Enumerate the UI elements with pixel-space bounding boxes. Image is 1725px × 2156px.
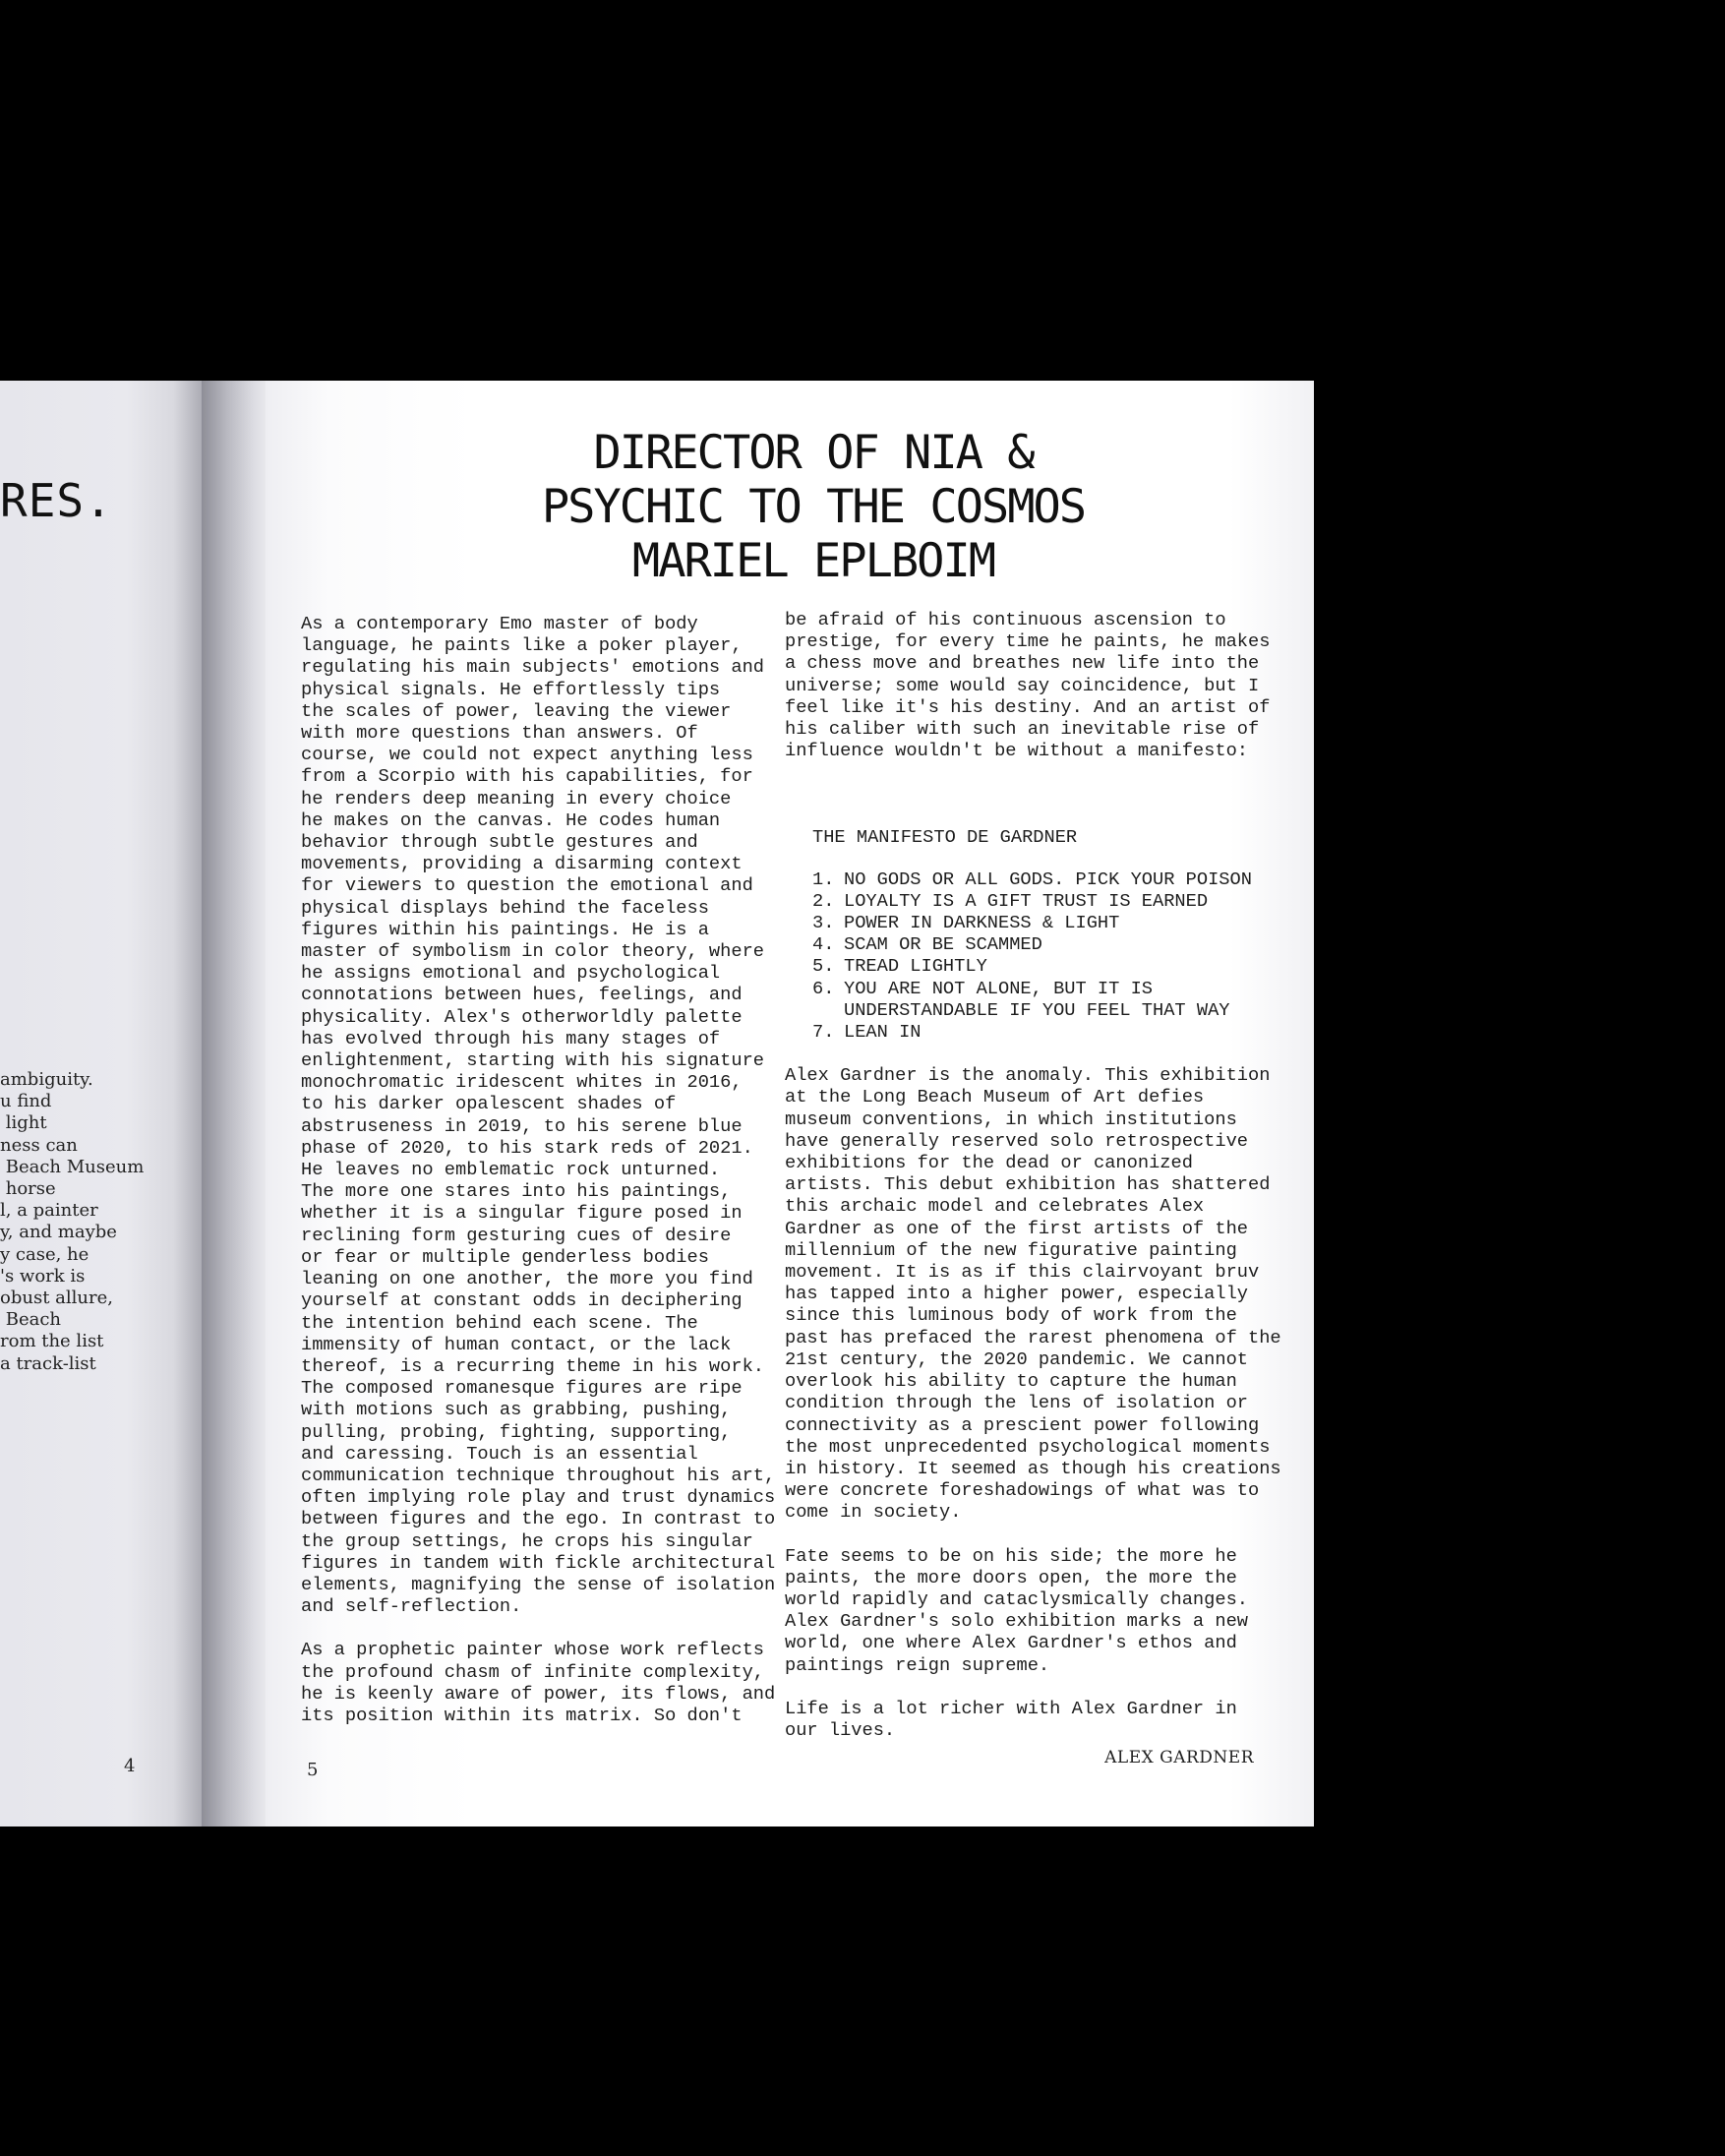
paragraph <box>785 1698 1281 1741</box>
text-line: Gardner as one of the first artists of the <box>785 1217 1249 1239</box>
title-line: DIRECTOR OF NIA & <box>593 426 1034 480</box>
text-line: movement. It is as if this clairvoyant bruv <box>785 1261 1260 1284</box>
manifesto-item <box>812 890 1281 912</box>
text-line: paints, the more doors open, the more the <box>785 1566 1237 1588</box>
running-head: ALEX GARDNER <box>1104 1748 1254 1767</box>
text-line: Beach <box>0 1309 62 1331</box>
text-line: monochromatic iridescent whites in 2016, <box>301 1071 743 1094</box>
text-line: yourself at constant odds in deciphering <box>301 1289 743 1312</box>
title-line: MARIEL EPLBOIM <box>631 534 995 588</box>
text-line: millennium of the new figurative painting <box>785 1238 1237 1261</box>
text-line: has tapped into a higher power, especially <box>785 1283 1249 1305</box>
text-line: immensity of human contact, or the lack <box>301 1333 732 1355</box>
text-line: to his darker opalescent shades of <box>301 1093 677 1115</box>
text-line: communication technique throughout his art, <box>301 1464 776 1486</box>
text-line: The composed romanesque figures are ripe <box>301 1377 743 1400</box>
left-page-text <box>0 1069 144 1375</box>
text-line: master of symbolism in color theory, where <box>301 940 765 963</box>
text-line: paintings reign supreme. <box>785 1653 1050 1676</box>
manifesto-item-number: 4. <box>812 933 835 956</box>
column2-intro <box>785 609 1281 761</box>
text-line: thereof, is a recurring theme in his work. <box>301 1354 765 1377</box>
manifesto-item <box>812 1021 1281 1043</box>
manifesto-item <box>812 912 1281 933</box>
page-number-right: 5 <box>307 1760 319 1780</box>
text-line: and caressing. Touch is an essential <box>301 1442 698 1465</box>
text-line: world rapidly and cataclysmically changes. <box>785 1587 1249 1610</box>
text-line: ambiguity. <box>0 1069 93 1090</box>
text-line: Beach Museum <box>0 1156 145 1177</box>
text-line: Alex Gardner's solo exhibition marks a new <box>785 1610 1249 1633</box>
paragraph <box>301 1639 775 1726</box>
text-line: As a contemporary Emo master of body <box>301 613 698 634</box>
text-line: be afraid of his continuous ascension to <box>785 609 1226 630</box>
text-line: with more questions than answers. Of <box>301 722 698 745</box>
page-number-left: 4 <box>124 1756 136 1776</box>
text-line: 21st century, the 2020 pandemic. We cannot <box>785 1348 1249 1370</box>
body-column-1 <box>301 613 775 1726</box>
manifesto-item-number: 5. <box>812 955 835 978</box>
text-line: light <box>0 1112 47 1134</box>
manifesto-item-number: 6. <box>812 977 835 999</box>
text-line: physical signals. He effortlessly tips <box>301 678 721 700</box>
book-gutter <box>202 381 275 1827</box>
text-line: a chess move and breathes new life into the <box>785 652 1260 675</box>
text-line: The more one stares into his paintings, <box>301 1180 732 1203</box>
left-page-heading: RES. <box>0 474 113 527</box>
paragraph <box>785 1064 1281 1523</box>
manifesto-item <box>812 933 1281 955</box>
text-line: influence wouldn't be without a manifesto: <box>785 740 1249 762</box>
text-line: he renders deep meaning in every choice <box>301 787 732 809</box>
text-line: with motions such as grabbing, pushing, <box>301 1399 732 1421</box>
text-line: pulling, probing, fighting, supporting, <box>301 1420 732 1443</box>
text-line: since this luminous body of work from the <box>785 1304 1237 1327</box>
text-line: obust allure, <box>0 1288 113 1309</box>
manifesto-item <box>812 955 1281 977</box>
paragraph <box>301 613 775 1617</box>
text-line: from a Scorpio with his capabilities, for <box>301 765 753 788</box>
text-line: reclining form gesturing cues of desire <box>301 1224 732 1246</box>
text-line: the intention behind each scene. The <box>301 1311 698 1334</box>
manifesto-item-text: YOU ARE NOT ALONE, BUT IT IS UNDERSTANDABLE IF YOU FEEL THAT WAY <box>844 977 1230 1021</box>
title-line: PSYCHIC TO THE COSMOS <box>541 480 1086 534</box>
text-line: world, one where Alex Gardner's ethos and <box>785 1632 1237 1654</box>
text-line: connotations between hues, feelings, and <box>301 984 743 1006</box>
text-line: figures in tandem with fickle architectural <box>301 1551 776 1574</box>
right-page <box>266 381 1314 1827</box>
left-page <box>0 381 211 1827</box>
text-line: course, we could not expect anything less <box>301 744 753 766</box>
text-line: often implying role play and trust dynamics <box>301 1486 776 1509</box>
text-line: physicality. Alex's otherworldly palette <box>301 1005 743 1028</box>
text-line: whether it is a singular figure posed in <box>301 1202 743 1225</box>
column2-paragraphs <box>785 1064 1281 1741</box>
text-line: rom the list <box>0 1331 104 1352</box>
text-line: ness can <box>0 1134 78 1156</box>
text-line: museum conventions, in which institutions <box>785 1108 1237 1130</box>
manifesto-item-text: LEAN IN <box>844 1021 922 1044</box>
text-line: at the Long Beach Museum of Art defies <box>785 1086 1205 1108</box>
text-line: u find <box>0 1091 52 1112</box>
text-line: universe; some would say coincidence, but I <box>785 674 1260 696</box>
text-line: artists. This debut exhibition has shattered <box>785 1173 1271 1196</box>
manifesto-list <box>785 868 1281 1044</box>
text-line: past has prefaced the rarest phenomena of the <box>785 1326 1281 1348</box>
text-line: he makes on the canvas. He codes human <box>301 808 721 831</box>
text-line: for viewers to question the emotional and <box>301 874 753 897</box>
text-line: abstruseness in 2019, to his serene blue <box>301 1114 743 1137</box>
manifesto-item-text: NO GODS OR ALL GODS. PICK YOUR POISON <box>844 868 1252 890</box>
text-line: connectivity as a prescient power following <box>785 1413 1260 1436</box>
manifesto-item-text: SCAM OR BE SCAMMED <box>844 933 1042 956</box>
text-line: the most unprecedented psychological moments <box>785 1435 1271 1458</box>
text-line: the group settings, he crops his singular <box>301 1529 753 1552</box>
text-line: come in society. <box>785 1501 962 1524</box>
text-line: y case, he <box>0 1243 89 1265</box>
text-line: y, and maybe <box>0 1222 117 1243</box>
text-line: elements, magnifying the sense of isolation <box>301 1573 776 1595</box>
text-line: horse <box>0 1178 56 1200</box>
manifesto-title: THE MANIFESTO DE GARDNER <box>812 826 1078 849</box>
text-line: between figures and the ego. In contrast to <box>301 1508 776 1530</box>
text-line: his caliber with such an inevitable rise of <box>785 718 1260 741</box>
text-line: in history. It seemed as though his creations <box>785 1457 1281 1479</box>
manifesto-item-text: POWER IN DARKNESS & LIGHT <box>844 912 1120 934</box>
text-line: have generally reserved solo retrospective <box>785 1129 1249 1152</box>
text-line: regulating his main subjects' emotions and <box>301 656 765 679</box>
manifesto-item-text: TREAD LIGHTLY <box>844 955 987 978</box>
text-line: a track-list <box>0 1352 96 1374</box>
text-line: the profound chasm of infinite complexity, <box>301 1660 765 1683</box>
text-line: this archaic model and celebrates Alex <box>785 1195 1205 1218</box>
text-line: Alex Gardner is the anomaly. This exhibition <box>785 1064 1271 1087</box>
text-line: figures within his paintings. He is a <box>301 918 709 940</box>
text-line: language, he paints like a poker player, <box>301 634 743 657</box>
manifesto-item <box>812 868 1281 890</box>
text-line: Fate seems to be on his side; the more he <box>785 1544 1237 1567</box>
text-line: he is keenly aware of power, its flows, and <box>301 1682 776 1705</box>
text-line: and self-reflection. <box>301 1595 522 1618</box>
text-line: prestige, for every time he paints, he makes <box>785 630 1271 653</box>
text-line: condition through the lens of isolation or <box>785 1392 1249 1414</box>
article-title <box>459 426 1167 588</box>
text-line: l, a painter <box>0 1200 98 1222</box>
text-line: overlook his ability to capture the human <box>785 1370 1237 1393</box>
text-line: He leaves no emblematic rock unturned. <box>301 1159 721 1181</box>
text-line: movements, providing a disarming context <box>301 853 743 875</box>
text-line: exhibitions for the dead or canonized <box>785 1152 1193 1174</box>
text-line: Life is a lot richer with Alex Gardner in <box>785 1697 1237 1719</box>
manifesto-item-number: 3. <box>812 912 835 934</box>
text-line: were concrete foreshadowings of what was to <box>785 1479 1260 1502</box>
text-line: enlightenment, starting with his signature <box>301 1049 765 1072</box>
text-line: feel like it's his destiny. And an artist of <box>785 695 1271 718</box>
text-line: he assigns emotional and psychological <box>301 962 721 985</box>
text-line: the scales of power, leaving the viewer <box>301 699 732 722</box>
manifesto-item-number: 2. <box>812 889 835 912</box>
body-column-2 <box>785 609 1281 1741</box>
manifesto-item-number: 1. <box>812 868 835 890</box>
text-line: its position within its matrix. So don't <box>301 1704 743 1726</box>
text-line: has evolved through his many stages of <box>301 1027 721 1049</box>
text-line: 's work is <box>0 1265 86 1287</box>
text-line: As a prophetic painter whose work reflects <box>301 1639 765 1661</box>
text-line: physical displays behind the faceless <box>301 896 709 919</box>
text-line: or fear or multiple genderless bodies <box>301 1245 709 1268</box>
manifesto-item-text: LOYALTY IS A GIFT TRUST IS EARNED <box>844 889 1209 912</box>
text-line: phase of 2020, to his stark reds of 2021. <box>301 1136 753 1159</box>
manifesto-item <box>812 978 1281 1021</box>
manifesto-item-number: 7. <box>812 1021 835 1044</box>
text-line: leaning on one another, the more you find <box>301 1268 753 1290</box>
text-line: behavior through subtle gestures and <box>301 831 698 854</box>
paragraph <box>785 1545 1281 1676</box>
text-line: our lives. <box>785 1718 896 1741</box>
